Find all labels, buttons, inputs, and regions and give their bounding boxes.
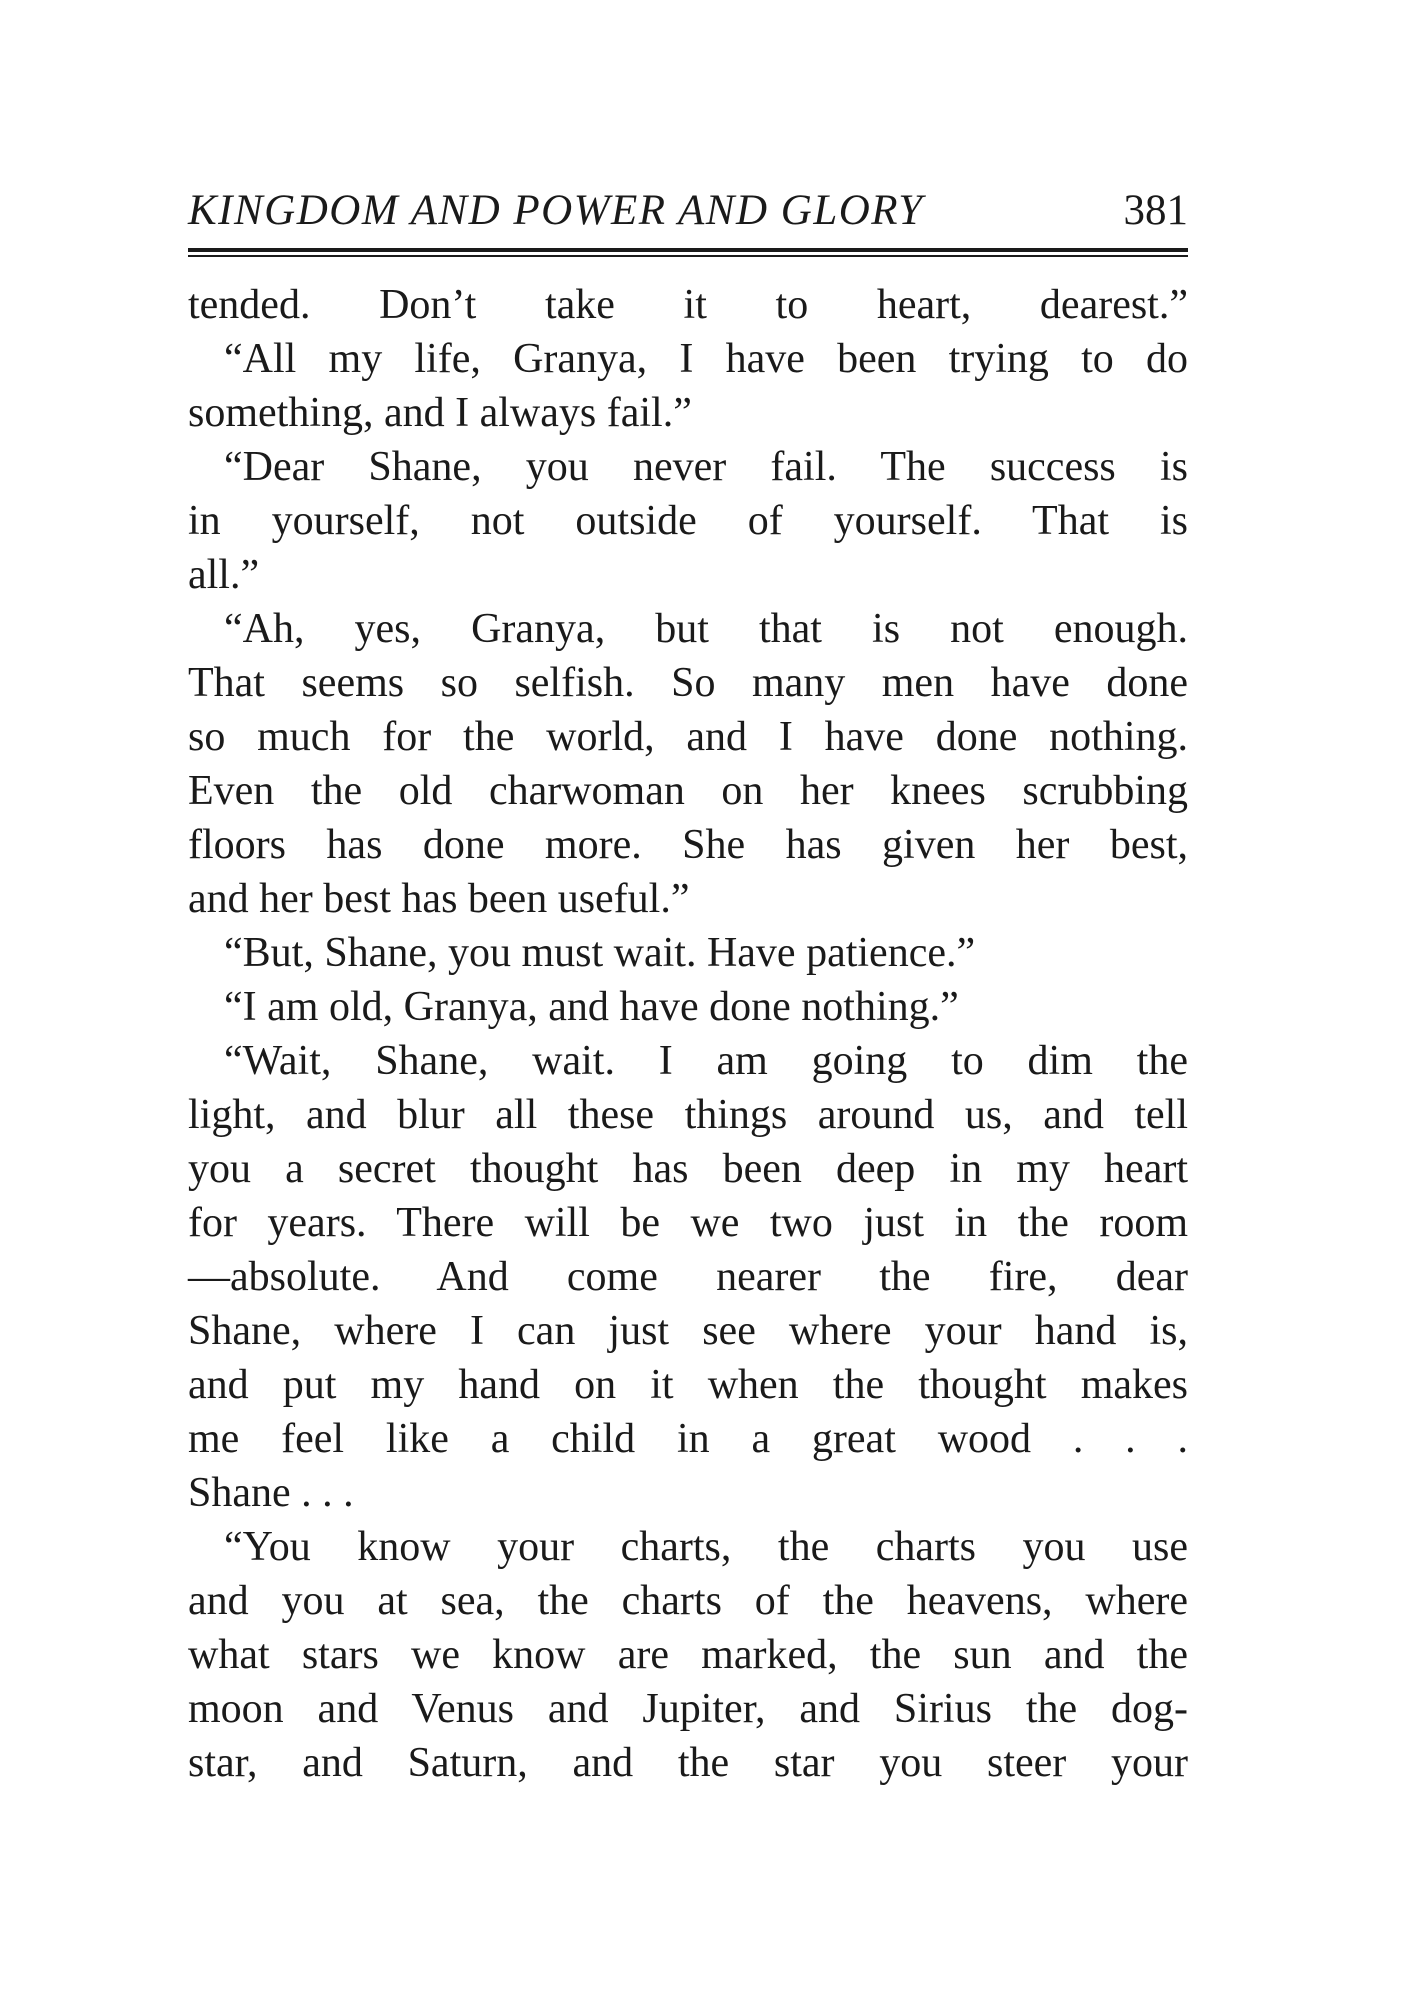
running-head <box>188 181 1188 241</box>
text-line: Shane . . . <box>188 1470 354 1516</box>
text-line: tended. Don’t take it to heart, dearest.” <box>188 282 1188 328</box>
text-line: and put my hand on it when the thought makes <box>188 1362 1188 1408</box>
text-line: and you at sea, the charts of the heavens, where <box>188 1578 1188 1624</box>
text-line: “Ah, yes, Granya, but that is not enough. <box>224 606 1188 652</box>
body-text <box>188 278 1188 1790</box>
header-rule-thick <box>188 248 1188 252</box>
text-line: for years. There will be we two just in the room <box>188 1200 1188 1246</box>
header-rule <box>188 248 1188 258</box>
text-line: “But, Shane, you must wait. Have patience.” <box>224 930 976 976</box>
text-line: so much for the world, and I have done nothing. <box>188 714 1188 760</box>
text-line: That seems so selfish. So many men have done <box>188 660 1188 706</box>
text-line: moon and Venus and Jupiter, and Sirius the dog- <box>188 1686 1188 1732</box>
running-title: KINGDOM AND POWER AND GLORY <box>188 187 924 234</box>
text-line: floors has done more. She has given her best, <box>188 822 1188 868</box>
text-line: —absolute. And come nearer the fire, dear <box>188 1254 1188 1300</box>
page-number: 381 <box>1123 187 1188 234</box>
text-line: me feel like a child in a great wood . . . <box>188 1416 1188 1462</box>
text-line: and her best has been useful.” <box>188 876 690 922</box>
text-line: all.” <box>188 552 260 598</box>
text-line: you a secret thought has been deep in my heart <box>188 1146 1188 1192</box>
text-line: star, and Saturn, and the star you steer your <box>188 1740 1188 1786</box>
text-line: “Wait, Shane, wait. I am going to dim the <box>224 1038 1188 1084</box>
text-line: “I am old, Granya, and have done nothing.” <box>224 984 959 1030</box>
text-line: “Dear Shane, you never fail. The success is <box>224 444 1188 490</box>
text-line: “All my life, Granya, I have been trying to do <box>224 336 1188 382</box>
text-line: Shane, where I can just see where your hand is, <box>188 1308 1188 1354</box>
text-line: “You know your charts, the charts you use <box>224 1524 1188 1570</box>
header-rule-thin <box>188 255 1188 257</box>
text-line: what stars we know are marked, the sun and the <box>188 1632 1188 1678</box>
text-line: Even the old charwoman on her knees scrubbing <box>188 768 1188 814</box>
text-line: light, and blur all these things around us, and tell <box>188 1092 1188 1138</box>
text-line: something, and I always fail.” <box>188 390 692 436</box>
text-line: in yourself, not outside of yourself. That is <box>188 498 1188 544</box>
